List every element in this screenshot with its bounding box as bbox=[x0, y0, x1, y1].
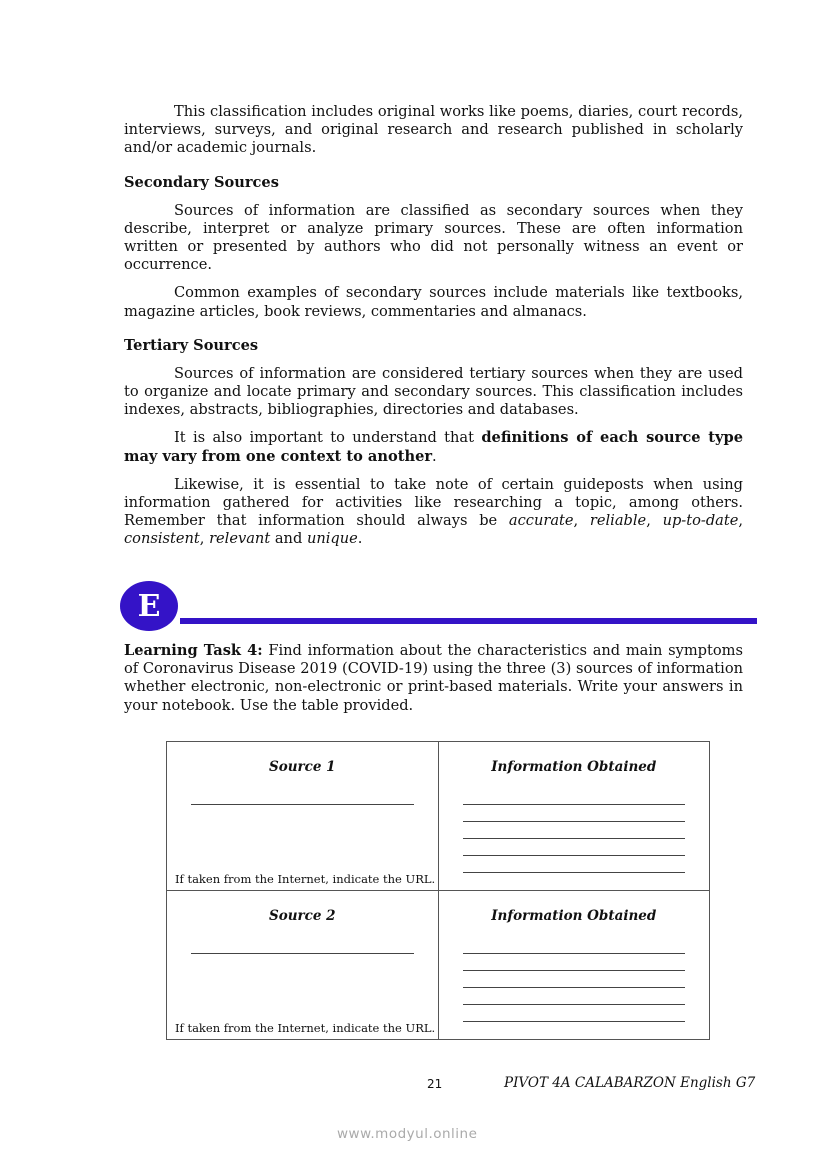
table-row bbox=[167, 891, 710, 1040]
source-answer-line bbox=[191, 953, 414, 954]
source-cell[interactable] bbox=[167, 742, 439, 891]
table-row bbox=[167, 742, 710, 891]
secondary-sources-heading: Secondary Sources bbox=[124, 173, 279, 191]
definitions-note-paragraph: It is also important to understand that definitions of each source type may vary from one context to another. bbox=[124, 429, 743, 465]
information-cell[interactable] bbox=[438, 891, 710, 1040]
secondary-sources-paragraph-2: Common examples of secondary sources include materials like textbooks, magazine articles, book reviews, commentaries and almanacs. bbox=[124, 284, 743, 320]
section-divider-line bbox=[180, 618, 757, 624]
source-answer-line bbox=[191, 804, 414, 805]
information-label: Information Obtained bbox=[491, 759, 657, 775]
section-e-badge-icon: E bbox=[120, 581, 178, 631]
secondary-sources-paragraph-1: Sources of information are classified as secondary sources when they describe, interpret or analyze primary sources. These are often information written or presented by authors who did not personally witness an event or occurrence. bbox=[124, 201, 743, 274]
footer-title: PIVOT 4A CALABARZON English G7 bbox=[504, 1075, 756, 1091]
url-note: If taken from the Internet, indicate the URL. bbox=[175, 872, 436, 886]
primary-sources-paragraph: This classification includes original works like poems, diaries, court records, interviews, surveys, and original research and research published in scholarly and/or academic journals. bbox=[124, 103, 743, 157]
page-number: 21 bbox=[427, 1077, 443, 1091]
document-body bbox=[124, 103, 743, 549]
task-instructions: Learning Task 4: Find information about the characteristics and main symptoms of Coronavirus Disease 2019 (COVID-19) using the three (3) sources of information whether electronic, non-electronic or print-based materials. Write your answers in your notebook. Use the table provided. bbox=[124, 642, 743, 714]
section-header bbox=[120, 581, 700, 631]
learning-task-4 bbox=[124, 642, 743, 715]
task-label: Learning Task 4: bbox=[124, 642, 263, 659]
source-label: Source 1 bbox=[268, 759, 336, 775]
definitions-emphasis: definitions of each source type may vary from one context to another bbox=[124, 429, 743, 465]
source-cell[interactable] bbox=[167, 891, 439, 1040]
information-cell[interactable] bbox=[438, 742, 710, 891]
information-answer-lines bbox=[463, 953, 686, 1038]
site-watermark: www.modyul.online bbox=[337, 1126, 478, 1142]
tertiary-sources-paragraph-1: Sources of information are considered tertiary sources when they are used to organize and locate primary and secondary sources. This classification includes indexes, abstracts, bibliographies, directories and databases. bbox=[124, 364, 743, 419]
tertiary-sources-heading: Tertiary Sources bbox=[124, 336, 259, 354]
sources-table bbox=[166, 741, 710, 1040]
url-note: If taken from the Internet, indicate the URL. bbox=[175, 1021, 436, 1035]
information-answer-lines bbox=[463, 804, 686, 889]
guideposts-paragraph: Likewise, it is essential to take note of certain guideposts when using information gathered for activities like researching a topic, among others. Remember that information should always be accurate, reliable, up-to-date, consistent, relevant and unique. bbox=[124, 475, 744, 548]
source-label: Source 2 bbox=[268, 908, 336, 924]
information-label: Information Obtained bbox=[491, 908, 657, 924]
